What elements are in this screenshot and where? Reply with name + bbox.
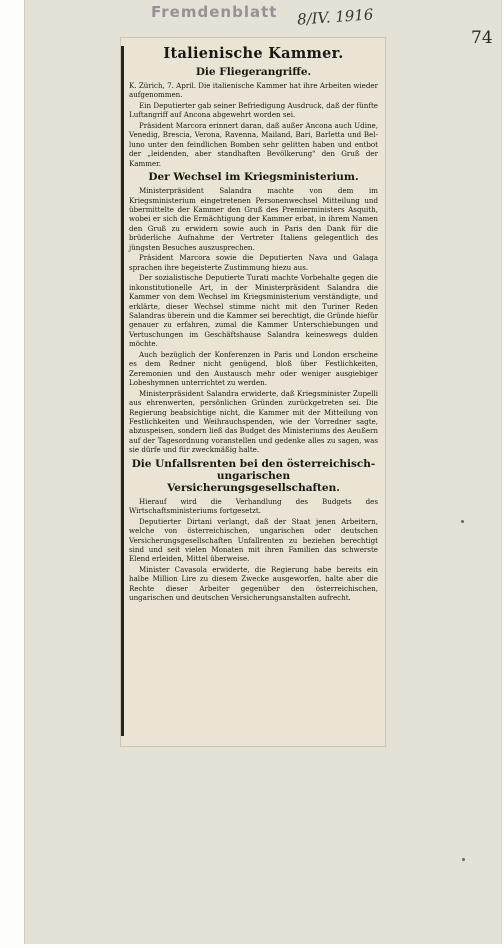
article-paragraph: K. Zürich, 7. April. Die italienische Kammer hat ihre Arbeiten wieder aufgenommen.	[129, 81, 378, 100]
handwritten-date: 8/IV. 1916	[296, 5, 374, 29]
article-paragraph: Hierauf wird die Verhandlung des Budgets des Wirtschaftsministeriums fortgesetzt.	[129, 496, 378, 516]
newspaper-clipping	[121, 38, 385, 746]
newspaper-stamp: Fremdenblatt	[151, 3, 278, 21]
section-heading: Die Fliegerangriffe.	[195, 66, 312, 78]
article-paragraph: Deputierter Dirtani verlangt, daß der Staat jenen Arbeitern, welche von österreichischen, ungarischen oder deutschen Versicherungsgesellschaften Unfallrenten zu beziehen berechtigt sind und seit vielen Monaten mit ihren Familien das schwerste Elend erleiden, Mittel überweise.	[129, 516, 378, 564]
article-paragraph: Der sozialistische Deputierte Turati machte Vorbehalte gegen die inkonstitutionelle Art, in der Ministerpräsident Salandra die Kammer von dem Wechsel im Kriegsministerium verständigte, und erklärte, dieser Wechsel stimme nicht mit den Turiner Reden Salandras überein und die Kammer sei berechtigt, die Gründe hiefür genauer zu erfahren, zumal die Kammer Unterschiebungen und Vertuschungen im Geschäftshause Salandra keineswegs dulden möchte.	[129, 273, 378, 349]
article-paragraph: Auch bezüglich der Konferenzen in Paris und London erscheine es dem Redner nicht genügend, bloß über Festlichkeiten, Zeremonien und den Austausch mehr oder weniger ausgiebiger Lobeshymnen unterrichtet zu werden.	[129, 349, 378, 388]
article-paragraph: Minister Cavasola erwiderte, die Regierung habe bereits ein halbe Million Lire zu diesem Zwecke ausgeworfen, halte aber die Rechte dieser Arbeiter gegenüber den österreichischen, ungarischen und deutschen Versicherungsanstalten aufrecht.	[129, 564, 378, 603]
punch-mark	[461, 520, 464, 523]
section-heading: Die Unfallsrenten bei den österreichisch-ungarischen Versicherungsgesellschaften.	[131, 457, 376, 494]
punch-mark	[462, 858, 465, 861]
article-paragraph: Präsident Marcora sowie die Deputierten Nava und Galaga sprachen ihre begeisterte Zustimmung hiezu aus.	[129, 253, 378, 272]
article-paragraph: Ein Deputierter gab seiner Befriedigung Ausdruck, daß der fünfte Luftangriff auf Ancona abgewehrt worden sei.	[129, 100, 378, 120]
section-heading: Der Wechsel im Kriegsministerium.	[148, 171, 359, 184]
archive-sheet	[24, 0, 502, 944]
article-title: Italienische Kammer.	[163, 45, 344, 62]
article-paragraph: Ministerpräsident Salandra machte von dem im Kriegsministerium eingetretenen Personenwechsel Mitteilung und übermittelte der Kammer den Gruß des Premierministers Asquith, wobei er sich die Ermächtigung der Kammer erbat, in ihrem Namen den Gruß zu erwidern sowie auch in Paris den Dank für die brüderliche Aufnahme der Vertreter Italiens gelegentlich des jüngsten Besuches auszusprechen.	[129, 186, 378, 252]
page-number: 74	[471, 28, 493, 48]
article-paragraph: Präsident Marcora erinnert daran, daß außer Ancona auch Udine, Venedig, Brescia, Verona, Ravenna, Mailand, Bari, Barletta und Bel-luno unter den feindlichen Bomben sehr gelitten haben und entbot der „leidenden, aber standhaften Bevölkerung" den Gruß der Kammer.	[129, 120, 378, 168]
clipping-margin-rule	[121, 46, 124, 736]
article-paragraph: Ministerpräsident Salandra erwiderte, daß Kriegsminister Zupelli aus ehrenwerten, persönlichen Gründen zurückgetreten sei. Die Regierung beabsichtige nicht, die Kammer mit der Mitteilung von Festlichkeiten und Weihrauchspenden, wie der Vorredner sagte, abzuspeisen, sondern ließ das Budget des Ministeriums des Aeußern auf der Tagesordnung voranstellen und gedenke alles zu sagen, was sie dürfe und für zweckmäßig halte.	[129, 388, 378, 455]
